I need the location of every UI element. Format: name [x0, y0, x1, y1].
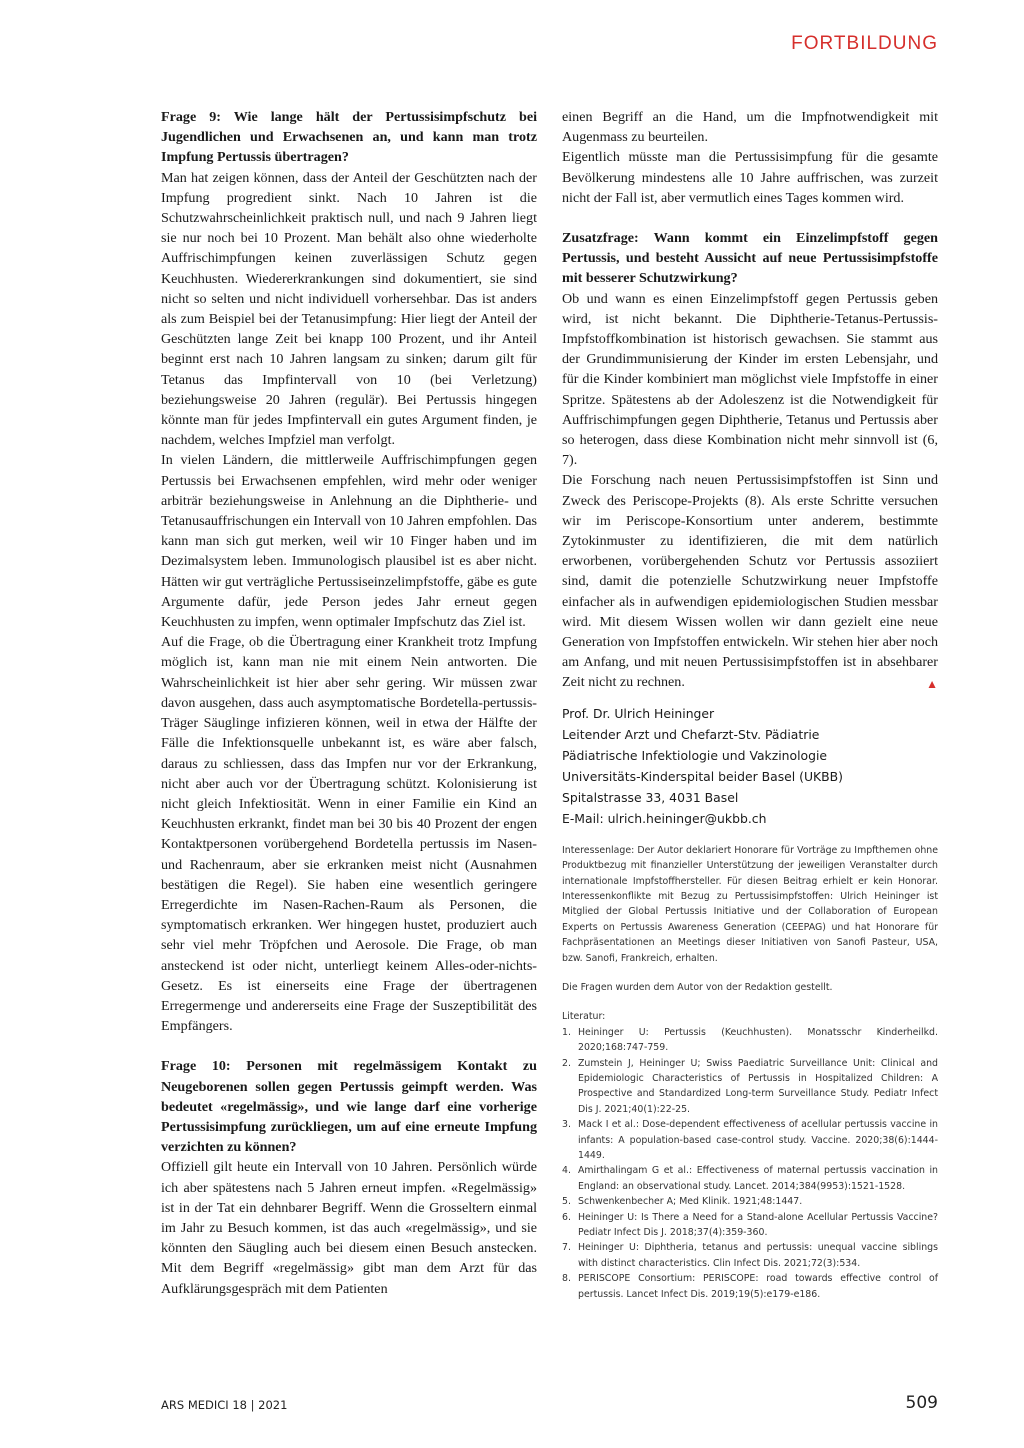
author-email: E-Mail: ulrich.heininger@ukbb.ch: [562, 810, 767, 826]
reference-text: Heininger U: Diphtheria, tetanus and pertussis: unequal vaccine siblings with distinct characteristics. Clin Infect Dis. 2021;72(3):534.: [578, 1242, 938, 1269]
author-block: [562, 703, 938, 829]
journal-issue: ARS MEDICI 18 | 2021: [161, 1398, 288, 1412]
section-header: FORTBILDUNG: [791, 33, 938, 54]
question-10-heading: Frage 10: Personen mit regelmässigem Kontakt zu Neugeborenen sollen gegen Pertussis geimpft werden. Was bedeutet «regelmässig», und wie lange darf eine vorherige Pertussisimpfung zurückliegen, um auf eine erneute Impfung verzichten zu können?: [161, 1058, 537, 1156]
reference-item: [562, 1194, 938, 1209]
references-label: Literatur:: [562, 1011, 606, 1023]
author-institution: Universitäts-Kinderspital beider Basel (UKBB): [562, 768, 844, 784]
reference-item: [562, 1117, 938, 1163]
answer-10-paragraph-1: Offiziell gilt heute ein Intervall von 10 Jahren. Persönlich würde ich aber spätestens nach 5 Jahren erneut impfen. «Regelmässig» ist in der Tat ein dehnbarer Begriff. Wenn die Grosseltern einmal im Jahr zu Besuch kommen, ist das auch «regelmässig», und sie könnten den Säugling auch bei diesem einen Besuch anstecken. Mit dem Begriff «regelmässig» gibt man dem Arzt für das Aufklärungsgespräch mit dem Patienten: [161, 1159, 537, 1297]
answer-10-continued: einen Begriff an die Hand, um die Impfnotwendigkeit mit Augenmass zu beurteilen.: [562, 109, 938, 146]
reference-item: [562, 1210, 938, 1241]
reference-text: Schwenkenbecher A; Med Klinik. 1921;48:1447.: [578, 1196, 803, 1208]
reference-text: Heininger U: Is There a Need for a Stand-alone Acellular Pertussis Vaccine? Pediatr Infect Dis J. 2018;37(4):359-360.: [578, 1211, 938, 1239]
answer-9-paragraph-3: Auf die Frage, ob die Übertragung einer Krankheit trotz Impfung möglich ist, kann man nie mit einem Nein antworten. Die Wahrscheinlichkeit ist hier aber sehr gering. Wir müssen zwar davon ausgehen, dass auch asymptomatische Bordetella-pertussis-Träger Säuglinge infizieren können, weil in etwa der Hälfte der Fälle die Infektionsquelle unbekannt ist, es wäre aber falsch, daraus zu schliessen, dass das Impfen nur vor der Erkrankung, nicht aber auch vor der Übertragung schützt. Kolonisierung ist nicht gleich Infektiosität. Wenn in einer Familie ein Kind an Keuchhusten erkrankt, findet man bei 30 bis 40 Prozent der engen Kontaktpersonen vorübergehend Bordetella pertussis im Nasen- und Rachenraum, aber sie erkranken meist nicht (Ausnahmen bestätigen die Regel). Sie haben eine wesentlich geringere Erregerdichte im Nasen-Rachen-Raum als Personen, die symptomatisch erkranken. Wer hingegen hustet, produziert auch sehr viel mehr Tröpfchen und Aerosole. Die Frage, ob man ansteckend ist oder nicht, unterliegt keinem Alles-oder-nichts-Gesetz. Es ist einerseits eine Frage der übertragenen Erregermenge und andererseits eine Frage der Suszeptibilität des Empfängers.: [161, 634, 537, 1035]
right-column: [562, 107, 938, 1302]
reference-number: 3.: [562, 1119, 571, 1131]
reference-text: Heininger U: Pertussis (Keuchhusten). Monatsschr Kinderheilkd. 2020;168:747-759.: [578, 1026, 938, 1054]
author-address: Spitalstrasse 33, 4031 Basel: [562, 789, 739, 805]
reference-number: 5.: [562, 1196, 571, 1208]
answer-10-paragraph-2: Eigentlich müsste man die Pertussisimpfung für die gesamte Bevölkerung mindestens alle 10 Jahre auffrischen, was zurzeit nicht der Fall ist, aber vermutlich eines Tages kommen wird.: [562, 149, 938, 206]
reference-item: [562, 1240, 938, 1271]
reference-item: [562, 1025, 938, 1056]
reference-number: 8.: [562, 1273, 571, 1285]
end-of-article-icon: ▲: [926, 677, 938, 692]
editorial-note: Die Fragen wurden dem Autor von der Redaktion gestellt.: [562, 981, 833, 993]
author-position: Leitender Arzt und Chefarzt-Stv. Pädiatrie: [562, 726, 820, 742]
page-number: 509: [905, 1393, 938, 1413]
references-list: [562, 1025, 938, 1302]
reference-text: PERISCOPE Consortium: PERISCOPE: road towards effective control of pertussis. Lancet Infect Dis. 2019;19(5):e179-e186.: [578, 1273, 938, 1300]
question-9-heading: Frage 9: Wie lange hält der Pertussisimpfschutz bei Jugendlichen und Erwachsenen an, und kann man trotz Impfung Pertussis übertragen?: [161, 109, 537, 166]
reference-text: Mack I et al.: Dose-dependent effectiveness of acellular pertussis vaccine in infants: A population-based case-control study. Vaccine. 2020;38(6):1444-1449.: [578, 1119, 938, 1161]
reference-item: [562, 1163, 938, 1194]
additional-question-heading: Zusatzfrage: Wann kommt ein Einzelimpfstoff gegen Pertussis, und besteht Aussicht auf neue Pertussisimpfstoffe mit besserer Schutzwirkung?: [562, 230, 938, 287]
reference-item: [562, 1271, 938, 1302]
reference-number: 6.: [562, 1211, 571, 1223]
reference-item: [562, 1056, 938, 1118]
answer-9-paragraph-1: Man hat zeigen können, dass der Anteil der Geschützten nach der Impfung progredient sinkt. Nach 10 Jahren ist die Schutzwahrscheinlichkeit praktisch null, und nach 9 Jahren liegt sie nur noch bei 10 Prozent. Man behält also ohne wiederholte Auffrischimpfungen keinen zuverlässigen Schutz gegen Keuchhusten. Wiedererkrankungen sind dokumentiert, sie sind nicht so selten und nicht individuell vorhersehbar. Das ist anders als zum Beispiel bei der Tetanusimpfung: Hier liegt der Anteil der Geschützten lange Zeit bei knapp 100 Prozent, und ihr Anteil beginnt erst nach 10 Jahren langsam zu sinken; darum gilt für Tetanus das Impfintervall von 10 (bei Verletzung) beziehungsweise 20 Jahren (regulär). Bei Pertussis hingegen könnte man für jedes Impfintervall ein gutes Argument finden, je nachdem, welches Impfziel man verfolgt.: [161, 169, 537, 449]
additional-answer-paragraph-2: [562, 470, 938, 692]
reference-number: 1.: [562, 1026, 571, 1038]
author-department: Pädiatrische Infektiologie und Vakzinologie: [562, 747, 828, 763]
reference-number: 4.: [562, 1165, 571, 1177]
notes-block: [562, 843, 938, 1302]
reference-text: Zumstein J, Heininger U; Swiss Paediatric Surveillance Unit: Clinical and Epidemiologic Characteristics of Pertussis in Hospitalized Children: A Prospective and Standardized Long-term Surveillance Study. Pediatr Infect Dis J. 2021;40(1):22-25.: [578, 1057, 938, 1115]
reference-number: 2.: [562, 1057, 571, 1069]
author-name: Prof. Dr. Ulrich Heininger: [562, 705, 715, 721]
conflict-of-interest-note: Interessenlage: Der Autor deklariert Honorare für Vorträge zu Impfthemen ohne Produktbezug mit finanzieller Unterstützung der jeweiligen Veranstalter durch internationale Impfstoffhersteller. Für diesen Beitrag erhielt er kein Honorar. Interessenkonflikte mit Bezug zu Pertussisimpfstoffen: Ulrich Heininger ist Mitglied der Global Pertussis Initiative und der Collaboration of European Experts on Pertussis Awareness Generation (CEEPAG) und hat Honorare für Fachpräsentationen an Meetings dieser Initiativen von Sanofi Pasteur, USA, bzw. Sanofi, Frankreich, erhalten.: [562, 844, 938, 964]
answer-9-paragraph-2: In vielen Ländern, die mittlerweile Auffrischimpfungen gegen Pertussis bei Erwachsenen empfehlen, wird mehr oder weniger arbiträr beziehungsweise in Anlehnung an die Diphtherie- und Tetanusauffrischungen ein Intervall von 10 Jahren empfohlen. Das kann man sich gut merken, weil wir 10 Finger haben und im Dezimalsystem leben. Immunologisch plausibel ist es aber nicht. Hätten wir gut verträgliche Pertussiseinzelimpfstoffe, gäbe es gute Argumente dafür, jede Person jedes Jahr erneut gegen Keuchhusten zu impfen, wenn optimaler Impfschutz das Ziel ist.: [161, 452, 537, 631]
reference-text: Amirthalingam G et al.: Effectiveness of maternal pertussis vaccination in England: an observational study. Lancet. 2014;384(9953):1521-1528.: [578, 1165, 938, 1192]
reference-number: 7.: [562, 1242, 571, 1254]
left-column: [161, 107, 537, 1299]
additional-answer-paragraph-1: Ob und wann es einen Einzelimpfstoff gegen Pertussis geben wird, ist nicht bekannt. Die Diphtherie-Tetanus-Pertussis-Impfstoffkombination ist historisch gewachsen. Sie stammt aus der Grundimmunisierung der Kinder im ersten Lebensjahr, und für die Kinder kombiniert man möglichst viele Impfstoffe in einer Spritze. Spätestens ab der Adoleszenz ist die Notwendigkeit für Auffrischimpfungen gegen Diphtherie, Tetanus und Pertussis aber so heterogen, dass diese Kombination nicht mehr sinnvoll ist (6, 7).: [562, 290, 938, 469]
additional-answer-paragraph-2-text: Die Forschung nach neuen Pertussisimpfstoffen ist Sinn und Zweck des Periscope-Projekts (8). Als erste Schritte versuchen wir im Periscope-Konsortium unter anderem, bestimmte Zytokinmuster zu identifizieren, die mit dem natürlich erworbenen, vorübergehenden Schutz vor Pertussis assoziiert sind, damit die potenzielle Schutzwirkung neuer Impfstoffe einfacher als in aufwendigen epidemiologischen Studien messbar wird. Mit diesem Wissen wollen wir dann gezielt eine neue Generation von Impfstoffen entwickeln. Wir stehen hier aber noch am Anfang, und mit neuen Pertussisimpfstoffen ist in absehbarer Zeit nicht zu rechnen.: [562, 472, 938, 691]
